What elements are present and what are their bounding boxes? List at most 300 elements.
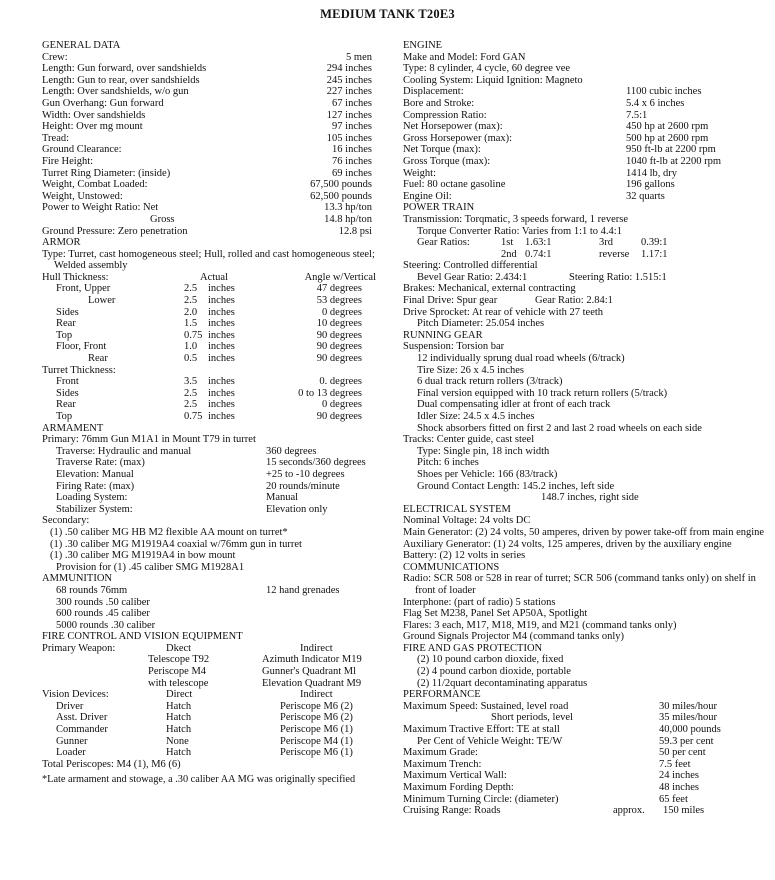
steering xyxy=(403,260,771,272)
vision-header xyxy=(42,689,380,701)
running-gear-item xyxy=(403,399,771,411)
performance-row xyxy=(403,770,771,782)
vision-row xyxy=(42,724,380,736)
turret-row xyxy=(42,376,380,388)
spec-label: Turret Ring Diameter: (inside) xyxy=(42,167,171,179)
section-heading-performance-text: PERFORMANCE xyxy=(403,689,481,701)
performance-row xyxy=(403,736,771,748)
comms-line-text: Interphone: (part of radio) 5 stations xyxy=(403,596,556,608)
section-heading-general-text: GENERAL DATA xyxy=(42,40,121,51)
spec-value: 105 inches xyxy=(326,132,372,144)
comms-line xyxy=(403,597,771,609)
tracks xyxy=(403,434,771,446)
unit: inches xyxy=(208,318,235,330)
running-gear-item xyxy=(403,423,771,435)
approx: approx. xyxy=(613,805,645,817)
spec-label: Compression Ratio: xyxy=(403,109,487,121)
section-heading-engine xyxy=(403,40,771,52)
primary-armament-text: Primary: 76mm Gun M1A1 in Mount T79 in turret xyxy=(42,434,256,446)
spec-value: 227 inches xyxy=(326,86,372,98)
fc-header xyxy=(42,643,380,655)
spec-value: 5.4 x 6 inches xyxy=(626,97,685,109)
spec-label: Maximum Grade: xyxy=(403,747,478,759)
spec-value: 950 ft-lb at 2200 rpm xyxy=(626,144,716,156)
fire-protection-item-text: (2) 4 pound carbon dioxide, portable xyxy=(417,666,571,678)
spec-value: 50 per cent xyxy=(659,747,706,759)
indirect-device: Elevation Quadrant M9 xyxy=(262,677,362,689)
spec-label: Ground Clearance: xyxy=(42,144,122,156)
spec-value: 14.8 hp/ton xyxy=(324,213,372,225)
fc-row xyxy=(42,666,380,678)
spec-row xyxy=(42,52,380,64)
tracks-text: Tracks: Center guide, cast steel xyxy=(403,434,535,446)
performance-row xyxy=(403,794,771,806)
spec-label: Tread: xyxy=(42,132,70,144)
spec-value: Manual xyxy=(266,492,299,504)
crew-position: Gunner xyxy=(56,735,88,747)
spec-row xyxy=(42,133,380,145)
turret-row xyxy=(42,411,380,423)
thickness: 1.5 xyxy=(184,318,198,330)
spec-value: 5 men xyxy=(346,51,372,63)
running-gear-item xyxy=(403,388,771,400)
ammo: 12 hand grenades xyxy=(266,584,340,596)
gear: 2nd xyxy=(501,248,517,260)
final-drive: Final Drive: Spur gear xyxy=(403,295,498,307)
spec-label: Displacement: xyxy=(403,86,464,98)
page-title: MEDIUM TANK T20E3 xyxy=(320,7,455,21)
engine-row xyxy=(403,110,771,122)
track-item xyxy=(403,446,771,458)
spec-value: 1414 lb, dry xyxy=(626,167,678,179)
comms-line-text: Ground Signals Projector M4 (command tanks only) xyxy=(403,631,625,643)
fc-row xyxy=(42,678,380,690)
armor-type: Type: Turret, cast homogeneous steel; Hull, rolled and cast homogeneous steel; Welded assembly xyxy=(42,248,375,272)
spec-label: Maximum Vertical Wall: xyxy=(403,770,507,782)
part-label: Rear xyxy=(56,399,76,411)
spec-label: Net Horsepower (max): xyxy=(403,121,503,133)
total-periscopes xyxy=(42,759,380,771)
part-label: Sides xyxy=(56,306,79,318)
section-heading-performance xyxy=(403,689,771,701)
spec-row xyxy=(42,144,380,156)
spec-row xyxy=(42,156,380,168)
crew-position: Commander xyxy=(56,724,108,736)
running-gear-item xyxy=(403,376,771,388)
section-heading-fire-protection-text: FIRE AND GAS PROTECTION xyxy=(403,642,543,654)
vision-row xyxy=(42,747,380,759)
ground-contact-text: 148.7 inches, right side xyxy=(541,492,639,504)
angle: 90 degrees xyxy=(316,353,362,365)
crew-position: Asst. Driver xyxy=(56,712,108,724)
track-item-text: Type: Single pin, 18 inch width xyxy=(417,445,550,457)
ammo-item xyxy=(42,597,380,609)
spec-row xyxy=(42,63,380,75)
engine-line-text: Make and Model: Ford GAN xyxy=(403,51,526,63)
hull-row xyxy=(42,353,380,365)
part-label: Front xyxy=(56,376,79,388)
running-gear-item-text: 12 individually sprung dual road wheels (6/track) xyxy=(417,353,625,365)
spec-value: 127 inches xyxy=(326,109,372,121)
spec-value: 150 miles xyxy=(663,805,705,817)
turret-row xyxy=(42,388,380,400)
hull-header xyxy=(42,272,380,284)
transmission xyxy=(403,214,771,226)
hull-row xyxy=(42,307,380,319)
hull-row xyxy=(42,295,380,307)
track-item-text: Pitch: 6 inches xyxy=(417,457,479,469)
spec-label: Loading System: xyxy=(56,492,128,504)
fire-protection-item-text: (2) 11/2quart decontaminating apparatus xyxy=(417,677,588,689)
col-header: Direct xyxy=(166,689,193,701)
spec-row xyxy=(42,168,380,180)
torque-converter xyxy=(403,226,771,238)
spec-label: Engine Oil: xyxy=(403,190,452,202)
battery xyxy=(403,550,771,562)
section-heading-communications xyxy=(403,562,771,574)
engine-line xyxy=(403,52,771,64)
fire-protection-item xyxy=(403,654,771,666)
spec-label: Maximum Trench: xyxy=(403,758,482,770)
secondary-item-text: (1) .30 caliber MG M1919A4 in bow mount xyxy=(50,550,236,562)
engine-line xyxy=(403,63,771,75)
spec-label: Bore and Stroke: xyxy=(403,97,475,109)
indirect: Periscope M6 (2) xyxy=(280,700,353,712)
spec-value: 1100 cubic inches xyxy=(626,86,702,98)
spec-label: Ground Pressure: Zero penetration xyxy=(42,225,188,237)
armament-row xyxy=(42,504,380,516)
indirect: Periscope M4 (1) xyxy=(280,735,353,747)
spec-label: Length: Gun forward, over sandshields xyxy=(42,63,207,75)
ratio: 0.39:1 xyxy=(641,237,668,249)
steer-ratio: Steering Ratio: 1.515:1 xyxy=(569,271,667,283)
spec-value: 97 inches xyxy=(332,121,372,133)
thickness: 3.5 xyxy=(184,376,198,388)
indirect: Periscope M6 (1) xyxy=(280,724,353,736)
unit: inches xyxy=(208,283,235,295)
angle: 90 degrees xyxy=(316,341,362,353)
part-label: Floor, Front xyxy=(56,341,107,353)
fc-row xyxy=(42,654,380,666)
part-label: Sides xyxy=(56,387,79,399)
direct-device: Telescope T92 xyxy=(148,654,210,666)
spec-value: 24 inches xyxy=(659,770,699,782)
performance-row xyxy=(403,712,771,724)
spec-label: Height: Over mg mount xyxy=(42,121,143,133)
section-heading-running-gear xyxy=(403,330,771,342)
spec-value: 59.3 per cent xyxy=(659,735,714,747)
engine-row xyxy=(403,144,771,156)
angle: 0. degrees xyxy=(319,376,362,388)
torque-converter-text: Torque Converter Ratio: Varies from 1:1 to 4.4:1 xyxy=(417,225,622,237)
unit: inches xyxy=(208,376,235,388)
spec-label: Net Torque (max): xyxy=(403,144,481,156)
label: Gear Ratios: xyxy=(417,237,470,249)
suspension-text: Suspension: Torsion bar xyxy=(403,341,505,353)
hull-row xyxy=(42,318,380,330)
spec-value: 294 inches xyxy=(326,63,372,75)
secondary-item xyxy=(42,539,380,551)
aux-generator: Auxiliary Generator: (1) 24 volts, 125 amperes, driven by the auxiliary engine xyxy=(403,538,732,550)
unit: inches xyxy=(208,399,235,411)
sprocket xyxy=(403,307,771,319)
col-header: Indirect xyxy=(300,642,333,654)
running-gear-item-text: Idler Size: 24.5 x 4.5 inches xyxy=(417,411,535,422)
spec-value: 35 miles/hour xyxy=(659,712,718,724)
steering-text: Steering: Controlled differential xyxy=(403,260,538,272)
engine-row xyxy=(403,156,771,168)
secondary-item xyxy=(42,550,380,562)
voltage-text: Nominal Voltage: 24 volts DC xyxy=(403,515,531,527)
secondary-item xyxy=(42,527,380,539)
pitch-diameter-text: Pitch Diameter: 25.054 inches xyxy=(417,318,545,330)
engine-row xyxy=(403,121,771,133)
spec-value: 500 hp at 2600 rpm xyxy=(626,132,709,144)
spec-label: Traverse: Hydraulic and manual xyxy=(56,445,192,457)
spec-value: 245 inches xyxy=(326,74,372,86)
right-column xyxy=(403,40,771,817)
thickness: 2.5 xyxy=(184,283,198,295)
hull-row xyxy=(42,330,380,342)
spec-value: 7.5:1 xyxy=(626,109,648,121)
ammo-item-text: 600 rounds .45 caliber xyxy=(56,608,150,620)
fire-protection-item xyxy=(403,666,771,678)
spec-row xyxy=(42,75,380,87)
ratio: 0.74:1 xyxy=(525,248,552,260)
performance-row xyxy=(403,747,771,759)
spec-value: 67,500 pounds xyxy=(310,179,372,191)
section-heading-power-train-text: POWER TRAIN xyxy=(403,202,475,214)
crew-position: Driver xyxy=(56,700,84,712)
comms-line xyxy=(403,608,771,620)
angle: 0 degrees xyxy=(322,399,362,411)
engine-row xyxy=(403,179,771,191)
spec-value: +25 to -10 degrees xyxy=(266,468,345,480)
final-drive-row xyxy=(403,295,771,307)
secondary-item xyxy=(42,562,380,574)
spec-value: 13.3 hp/ton xyxy=(324,202,372,214)
spec-label: Per Cent of Vehicle Weight: TE/W xyxy=(417,735,563,747)
secondary-item-text: Provision for (1) .45 caliber SMG M1928A1 xyxy=(56,561,245,573)
section-heading-general xyxy=(42,40,380,52)
engine-row xyxy=(403,168,771,180)
performance-row xyxy=(403,759,771,771)
part-label: Rear xyxy=(56,318,76,330)
thickness: 2.0 xyxy=(184,306,198,318)
direct-device: Periscope M4 xyxy=(148,666,207,678)
armament-row xyxy=(42,492,380,504)
spec-label: Gross Horsepower (max): xyxy=(403,132,513,144)
turret-row xyxy=(42,399,380,411)
spec-row xyxy=(42,110,380,122)
secondary-item-text: (1) .50 caliber MG HB M2 flexible AA mount on turret* xyxy=(50,526,288,538)
gear-row xyxy=(403,249,771,261)
unit: inches xyxy=(208,411,235,422)
section-heading-ammunition xyxy=(42,573,380,585)
section-heading-ammunition-text: AMMUNITION xyxy=(42,573,112,585)
spec-label: Power to Weight Ratio: Net xyxy=(42,202,159,214)
direct-device: with telescope xyxy=(148,677,209,689)
ground-contact-text: Ground Contact Length: 145.2 inches, left side xyxy=(417,480,615,492)
part-label: Lower xyxy=(88,295,116,307)
fire-protection-item xyxy=(403,678,771,690)
unit: inches xyxy=(208,353,235,365)
spec-value: 450 hp at 2600 rpm xyxy=(626,121,709,133)
direct: Hatch xyxy=(166,700,192,712)
vision-row xyxy=(42,712,380,724)
engine-row xyxy=(403,191,771,203)
unit: inches xyxy=(208,306,235,318)
spec-label: Length: Over sandshields, w/o gun xyxy=(42,86,189,98)
gear: 1st xyxy=(501,237,514,249)
spec-value: 30 miles/hour xyxy=(659,700,718,712)
part-label: Front, Upper xyxy=(56,283,111,295)
brakes xyxy=(403,283,771,295)
brakes-text: Brakes: Mechanical, external contracting xyxy=(403,283,576,295)
secondary-label xyxy=(42,515,380,527)
turret-heading-text: Turret Thickness: xyxy=(42,364,116,376)
spec-row xyxy=(42,202,380,214)
col-header: Angle w/Vertical xyxy=(304,271,376,283)
armament-row xyxy=(42,457,380,469)
spec-label: Short periods, level xyxy=(491,712,573,724)
spec-value: 40,000 pounds xyxy=(659,724,721,736)
footnote: *Late armament and stowage, a .30 caliber AA MG was originally specified xyxy=(42,774,356,786)
performance-row xyxy=(403,724,771,736)
spec-label: Fire Height: xyxy=(42,155,94,167)
spec-value: 48 inches xyxy=(659,782,699,793)
spec-label: Cruising Range: Roads xyxy=(403,805,501,817)
battery-text: Battery: (2) 12 volts in series xyxy=(403,550,526,562)
armament-row xyxy=(42,446,380,458)
engine-line-text: Type: 8 cylinder, 4 cycle, 60 degree vee xyxy=(403,63,571,75)
total-periscopes-text: Total Periscopes: M4 (1), M6 (6) xyxy=(42,758,181,770)
suspension xyxy=(403,341,771,353)
ammo: 68 rounds 76mm xyxy=(56,584,128,596)
spec-value: 196 gallons xyxy=(626,179,675,191)
spec-value: 20 rounds/minute xyxy=(266,480,340,492)
angle: 53 degrees xyxy=(316,295,362,307)
spec-value: Elevation only xyxy=(266,503,328,515)
engine-row xyxy=(403,133,771,145)
col-header: Actual xyxy=(200,271,228,283)
fire-protection-item-text: (2) 10 pound carbon dioxide, fixed xyxy=(417,654,564,666)
angle: 90 degrees xyxy=(316,411,362,422)
radio: Radio: SCR 508 or 528 in rear of turret; SCR 506 (command tanks only) on shelf in front of loader xyxy=(403,573,756,596)
thickness: 2.5 xyxy=(184,387,198,399)
direct: None xyxy=(166,735,189,747)
sub-heading: Hull Thickness: xyxy=(42,271,109,283)
spec-value: 67 inches xyxy=(332,97,372,109)
spec-value: 12.8 psi xyxy=(338,225,372,237)
part-label: Top xyxy=(56,329,73,341)
running-gear-item-text: Shock absorbers fitted on first 2 and last 2 road wheels on each side xyxy=(417,422,702,434)
spec-label: Length: Gun to rear, over sandshields xyxy=(42,74,200,86)
angle: 0 to 13 degrees xyxy=(298,387,362,399)
spec-value: 16 inches xyxy=(332,144,372,156)
gear-ratio: Gear Ratio: 2.84:1 xyxy=(535,295,613,307)
spec-label: Minimum Turning Circle: (diameter) xyxy=(403,793,559,805)
section-heading-running-gear-text: RUNNING GEAR xyxy=(403,329,483,341)
section-heading-communications-text: COMMUNICATIONS xyxy=(403,561,500,573)
thickness: 2.5 xyxy=(184,399,198,411)
thickness: 0.75 xyxy=(184,411,203,422)
direct: Hatch xyxy=(166,747,192,759)
unit: inches xyxy=(208,329,235,341)
part-label: Top xyxy=(56,411,73,422)
running-gear-item-text: Tire Size: 26 x 4.5 inches xyxy=(417,364,524,376)
spec-value: 360 degrees xyxy=(266,445,317,457)
hull-row xyxy=(42,283,380,295)
spec-row xyxy=(42,86,380,98)
spec-value: 32 quarts xyxy=(626,190,665,202)
spec-row xyxy=(42,191,380,203)
direct: Hatch xyxy=(166,712,192,724)
comms-line-text: Flares: 3 each, M17, M18, M19, and M21 (command tanks only) xyxy=(403,619,677,631)
running-gear-item-text: Final version equipped with 10 track return rollers (5/track) xyxy=(417,387,668,399)
indirect-device: Azimuth Indicator M19 xyxy=(262,654,362,666)
angle: 10 degrees xyxy=(316,318,362,330)
section-heading-armament xyxy=(42,423,380,435)
ammo-item-text: 300 rounds .50 caliber xyxy=(56,596,150,608)
ammo-row xyxy=(42,585,380,597)
thickness: 0.5 xyxy=(184,353,198,365)
section-heading-power-train xyxy=(403,202,771,214)
left-column xyxy=(42,40,380,786)
engine-row xyxy=(403,98,771,110)
spec-value: 76 inches xyxy=(332,155,372,167)
col-header: Indirect xyxy=(300,689,333,701)
track-item xyxy=(403,469,771,481)
col-header: Dkect xyxy=(166,642,192,654)
vision-row xyxy=(42,701,380,713)
hull-row xyxy=(42,341,380,353)
running-gear-item xyxy=(403,365,771,377)
cruising-range xyxy=(403,805,771,817)
spec-label: Stabilizer System: xyxy=(56,503,133,515)
spec-label: Maximum Tractive Effort: TE at stall xyxy=(403,724,560,736)
pitch-diameter xyxy=(403,318,771,330)
angle: 90 degrees xyxy=(316,329,362,341)
armament-row xyxy=(42,481,380,493)
running-gear-item xyxy=(403,411,771,423)
section-heading-fire-control xyxy=(42,631,380,643)
spec-label: Traverse Rate: (max) xyxy=(56,457,145,469)
spec-label: Width: Over sandshields xyxy=(42,109,146,121)
thickness: 2.5 xyxy=(184,295,198,307)
comms-line-text: Flag Set M238, Panel Set AP50A, Spotlight xyxy=(403,608,588,620)
spec-label: Maximum Fording Depth: xyxy=(403,782,514,793)
ammo-item xyxy=(42,620,380,632)
spec-value: 65 feet xyxy=(659,793,688,805)
gear: reverse xyxy=(599,248,630,260)
engine-line-text: Cooling System: Liquid Ignition: Magneto xyxy=(403,74,583,86)
section-heading-electrical xyxy=(403,504,771,516)
spec-value: 1040 ft-lb at 2200 rpm xyxy=(626,155,722,167)
thickness: 1.0 xyxy=(184,341,198,353)
track-item-text: Shoes per Vehicle: 166 (83/track) xyxy=(417,468,558,480)
spec-value: 69 inches xyxy=(332,167,372,179)
spec-label: Firing Rate: (max) xyxy=(56,480,135,492)
spec-label: Gross xyxy=(150,213,175,225)
voltage xyxy=(403,515,771,527)
label: Primary Weapon: xyxy=(42,642,116,654)
section-heading-armament-text: ARMAMENT xyxy=(42,422,104,434)
unit: inches xyxy=(208,341,235,353)
comms-line xyxy=(403,620,771,632)
running-gear-item-text: Dual compensating idler at front of each track xyxy=(417,399,611,411)
running-gear-item xyxy=(403,353,771,365)
